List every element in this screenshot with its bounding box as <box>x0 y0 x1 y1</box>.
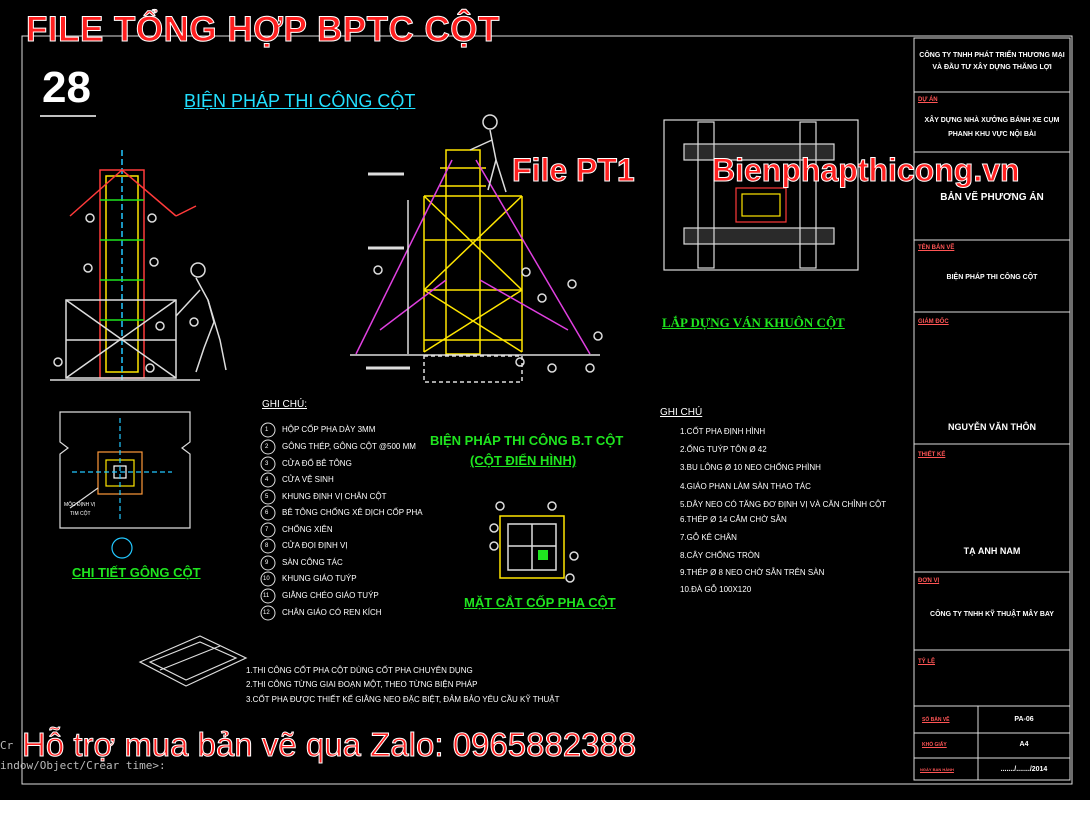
tb-label-sheet-no: SỐ BẢN VẼ <box>922 717 950 723</box>
detail-label-mark: MỐC ĐỊNH VỊ <box>64 502 96 508</box>
bottom-note: 1.THI CÔNG CỐT PHA CỘT DÙNG CỐT PHA CHUYÊN DỤNG <box>246 666 473 675</box>
column-scaffold-drawing <box>50 150 226 380</box>
tb-person-1: NGUYỄN VĂN THÔN <box>947 422 1036 432</box>
note-text: 8.CÂY CHỐNG TRÒN <box>680 551 760 560</box>
note-text: CỬA ĐỔ BÊ TÔNG <box>282 459 352 468</box>
note-number: 6 <box>265 510 269 516</box>
note-text: SÀN CÔNG TÁC <box>282 558 343 567</box>
command-line[interactable]: indow/Object/Crear time>: <box>0 759 166 772</box>
main-drawing-title: BIỆN PHÁP THI CÔNG CỘT <box>184 91 416 111</box>
note-text: 9.THÉP Ø 8 NEO CHỜ SẴN TRÊN SÀN <box>680 568 825 577</box>
section-title: MẶT CẮT CỐP PHA CỘT <box>464 595 616 610</box>
tb-label-unit: ĐƠN VỊ <box>918 578 940 584</box>
typical-title-2: (CỘT ĐIỂN HÌNH) <box>470 453 577 468</box>
tb-date: ......./......./2014 <box>1000 766 1048 773</box>
sheet-number: 28 <box>42 63 91 112</box>
file-label: File PT1 <box>512 152 635 188</box>
worker-figure <box>176 263 226 372</box>
tb-sheet-no: PA-06 <box>1014 716 1034 723</box>
tb-label-scale: TỶ LỆ <box>918 659 936 665</box>
note-text: 4.GIÁO PHAN LÀM SÀN THAO TÁC <box>680 482 811 491</box>
typical-title-1: BIỆN PHÁP THI CÔNG B.T CỘT <box>430 433 624 448</box>
note-text: CHỐNG XIÊN <box>282 525 333 534</box>
bottom-note: 3.CỐT PHA ĐƯỢC THIẾT KẾ GIẰNG NEO ĐẶC BIỆT, ĐẢM BẢO YÊU CẦU KỸ THUẬT <box>246 695 560 704</box>
tb-label-project: DỰ ÁN <box>918 97 938 103</box>
tb-paper: A4 <box>1019 741 1029 748</box>
website-label: Bienphapthicong.vn <box>712 152 1020 188</box>
support-banner: Hỗ trợ mua bản vẽ qua Zalo: 0965882388 <box>22 726 637 763</box>
note-number: 3 <box>265 461 269 467</box>
note-number: 4 <box>265 477 269 483</box>
note-number: 9 <box>265 560 269 566</box>
note-text: 2.ỐNG TUÝP TÔN Ø 42 <box>680 445 767 454</box>
tb-label-date: NGÀY BAN HÀNH <box>920 767 954 772</box>
note-number: 7 <box>265 527 269 533</box>
note-text: HỘP CỐP PHA DÀY 3MM <box>282 425 376 434</box>
collar-detail-drawing <box>60 412 190 558</box>
note-number: 8 <box>265 543 269 549</box>
tb-label-design: THIẾT KẾ <box>918 452 946 458</box>
bottom-note: 2.THI CÔNG TỪNG GIAI ĐOẠN MỘT, THEO TỪNG BIỆN PHÁP <box>246 680 478 689</box>
note-number: 12 <box>263 610 270 616</box>
note-number: 10 <box>263 576 270 582</box>
notes-right-heading: GHI CHÚ <box>660 407 703 418</box>
note-text: 5.DÂY NEO CÓ TĂNG ĐƠ ĐỊNH VỊ VÀ CĂN CHỈNH CỘT <box>680 500 887 509</box>
tb-label-director: GIÁM ĐỐC <box>918 319 949 325</box>
note-text: GÔNG THÉP, GÔNG CỘT @500 MM <box>282 442 416 451</box>
note-number: 2 <box>265 444 269 450</box>
note-number: 1 <box>265 427 269 433</box>
frame-sketch-drawing <box>140 636 246 686</box>
note-number: 5 <box>265 494 269 500</box>
command-line-prefix: Cr <box>0 739 14 752</box>
note-text: CỬA VỆ SINH <box>282 475 334 484</box>
tb-label-paper: KHỔ GIẤY <box>922 742 947 748</box>
note-number: 11 <box>263 593 270 599</box>
collar-detail-title: CHI TIẾT GÔNG CỘT <box>72 565 201 580</box>
note-text: KHUNG GIÁO TUÝP <box>282 574 357 583</box>
tb-project: XÂY DỰNG NHÀ XƯỞNG BÁNH XE CỤM PHANH KHU VỰC NỘI BÀI <box>924 117 1060 138</box>
note-text: 7.GỖ KÊ CHÂN <box>680 533 737 542</box>
title-block-frame <box>914 38 1070 780</box>
tb-contractor: CÔNG TY TNHH KỸ THUẬT MÂY BAY <box>930 611 1054 618</box>
note-text: CHÂN GIÁO CÓ REN KÍCH <box>282 608 382 617</box>
note-text: BÊ TÔNG CHỐNG XÊ DỊCH CỐP PHA <box>282 508 423 517</box>
notes-left-heading: GHI CHÚ: <box>262 399 307 410</box>
note-text: 1.CỐT PHA ĐỊNH HÌNH <box>680 427 766 436</box>
note-text: 6.THÉP Ø 14 CẮM CHỜ SẴN <box>680 515 787 524</box>
tb-person-2: TẠ ANH NAM <box>963 546 1021 556</box>
note-text: KHUNG ĐỊNH VỊ CHÂN CỘT <box>282 492 387 501</box>
formwork-title: LẮP DỰNG VÁN KHUÔN CỘT <box>662 315 845 330</box>
note-text: GIẰNG CHÉO GIÁO TUÝP <box>282 591 379 600</box>
formwork-plan-drawing <box>664 120 858 270</box>
tb-label-drawing-name: TÊN BẢN VẼ <box>918 245 955 251</box>
note-text: 10.ĐÀ GỖ 100X120 <box>680 585 752 594</box>
section-formwork-drawing <box>490 502 578 582</box>
note-text: CỬA ĐỌI ĐỊNH VỊ <box>282 541 348 550</box>
tb-drawing-set: BẢN VẼ PHƯƠNG ÁN <box>940 192 1044 203</box>
note-circles <box>261 423 275 620</box>
detail-label-axis: TIM CỘT <box>70 511 91 517</box>
banner-title: FILE TỔNG HỢP BPTC CỘT <box>26 10 500 49</box>
tb-drawing-name: BIỆN PHÁP THI CÔNG CỘT <box>946 274 1038 281</box>
note-text: 3.BU LÔNG Ø 10 NEO CHỐNG PHÌNH <box>680 463 821 472</box>
tb-company: CÔNG TY TNHH PHÁT TRIỂN THƯƠNG MẠI VÀ ĐẦU TƯ XÂY DỰNG THĂNG LỢI <box>919 52 1065 71</box>
